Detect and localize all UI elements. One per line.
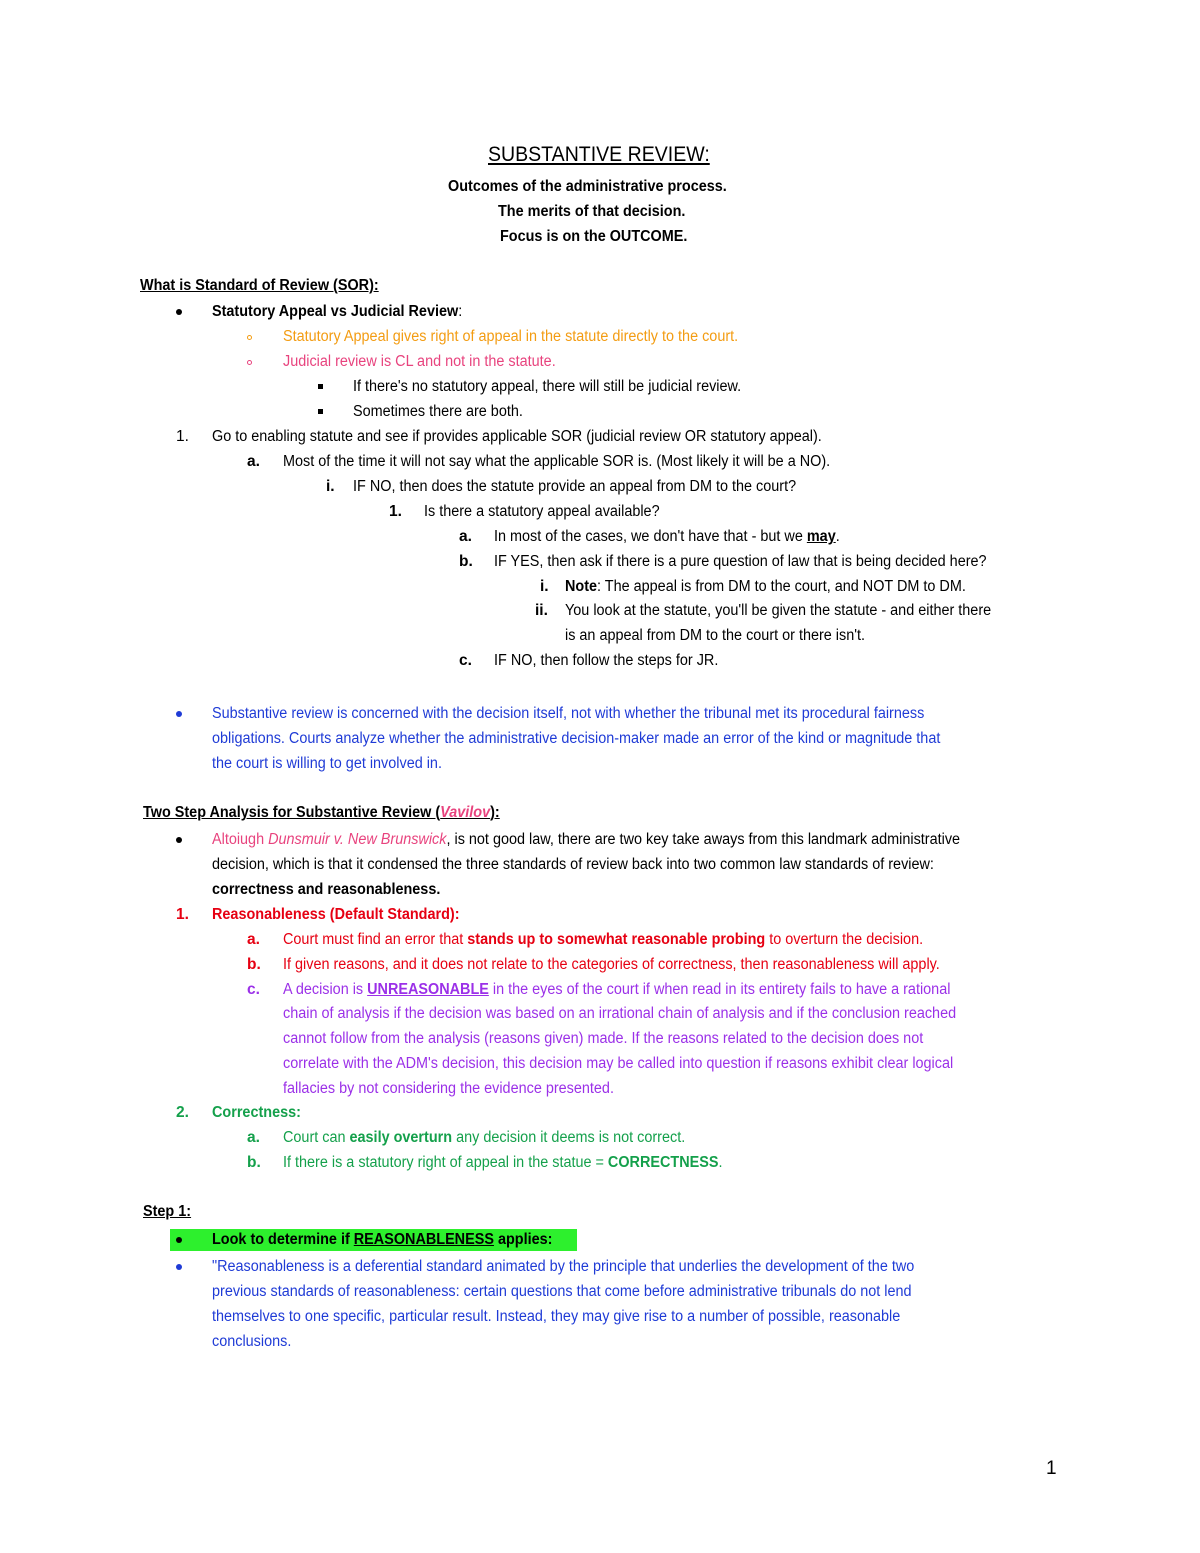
- item-most-cases: In most of the cases, we don't have that - but we may.: [494, 528, 840, 545]
- square-bullet-icon: [318, 384, 323, 389]
- dunsmuir-line-1: Altoiugh Dunsmuir v. New Brunswick, is not good law, there are two key take aways from this landmark administrative: [212, 831, 961, 848]
- item-if-no-appeal: IF NO, then does the statute provide an appeal from DM to the court?: [353, 478, 797, 495]
- section-heading-step-1: Step 1:: [143, 1203, 192, 1220]
- bullet-dot-icon: [176, 309, 182, 315]
- square-item-both: Sometimes there are both.: [353, 403, 523, 420]
- list-marker: b.: [247, 1154, 261, 1171]
- list-marker: 2.: [176, 1104, 189, 1121]
- list-marker: a.: [247, 453, 260, 470]
- list-marker: a.: [247, 931, 260, 948]
- list-marker: a.: [247, 1129, 260, 1146]
- dunsmuir-line-3: correctness and reasonableness.: [212, 881, 441, 898]
- list-marker: c.: [247, 981, 260, 998]
- item-look-at-statute-1: You look at the statute, you'll be given the statute - and either there: [565, 602, 992, 619]
- list-marker: 1.: [176, 428, 189, 445]
- blue-paragraph-line-2: obligations. Courts analyze whether the administrative decision-maker made an error of the kind or magnitude that: [212, 730, 941, 747]
- list-marker: i.: [326, 478, 335, 495]
- list-marker: b.: [247, 956, 261, 973]
- step-enabling-statute: Go to enabling statute and see if provides applicable SOR (judicial review OR statutory appeal).: [212, 428, 822, 445]
- list-marker: c.: [459, 652, 472, 669]
- list-marker: 1.: [389, 503, 402, 520]
- bullet-statutory-vs-judicial: Statutory Appeal vs Judicial Review:: [212, 303, 463, 320]
- quote-line-4: conclusions.: [212, 1333, 292, 1350]
- list-marker: i.: [540, 578, 549, 595]
- reasonableness-item-c-line-2: chain of analysis if the decision was based on an irrational chain of analysis and if the conclusion reached: [283, 1005, 957, 1022]
- section-heading-sor: What is Standard of Review (SOR):: [140, 277, 379, 294]
- bullet-dot-icon: [176, 711, 182, 717]
- page-number: 1: [1046, 1458, 1057, 1479]
- item-if-no-jr: IF NO, then follow the steps for JR.: [494, 652, 719, 669]
- quote-line-2: previous standards of reasonableness: certain questions that come before administrative tribunals do not lend: [212, 1283, 912, 1300]
- reasonableness-item-c-line-1: A decision is UNREASONABLE in the eyes of the court if when read in its entirety fails to have a rational: [283, 981, 951, 998]
- reasonableness-item-b: If given reasons, and it does not relate to the categories of correctness, then reasonableness will apply.: [283, 956, 940, 973]
- sub-bullet-ring-icon: [247, 335, 252, 340]
- correctness-item-a: Court can easily overturn any decision it deems is not correct.: [283, 1129, 686, 1146]
- sub-bullet-ring-icon: [247, 360, 252, 365]
- dunsmuir-line-2: decision, which is that it condensed the three standards of review back into two common law standards of review:: [212, 856, 934, 873]
- list-marker: b.: [459, 553, 473, 570]
- square-item-no-statutory-appeal: If there's no statutory appeal, there will still be judicial review.: [353, 378, 742, 395]
- reasonableness-item-c-line-4: correlate with the ADM's decision, this decision may be called into question if reasons exhibit clear logical: [283, 1055, 954, 1072]
- subtitle-line-1: Outcomes of the administrative process.: [448, 178, 727, 195]
- sub-bullet-statutory-appeal: Statutory Appeal gives right of appeal in the statute directly to the court.: [283, 328, 739, 345]
- reasonableness-heading: Reasonableness (Default Standard):: [212, 906, 460, 923]
- reasonableness-item-a: Court must find an error that stands up to somewhat reasonable probing to overturn the decision.: [283, 931, 924, 948]
- reasonableness-item-c-line-5: fallacies by not considering the evidence presented.: [283, 1080, 614, 1097]
- item-statutory-appeal-available: Is there a statutory appeal available?: [424, 503, 660, 520]
- list-marker: ii.: [535, 602, 548, 619]
- item-most-of-time: Most of the time it will not say what the applicable SOR is. (Most likely it will be a NO).: [283, 453, 831, 470]
- list-marker: 1.: [176, 906, 189, 923]
- square-bullet-icon: [318, 409, 323, 414]
- correctness-heading: Correctness:: [212, 1104, 301, 1121]
- bullet-dot-icon: [176, 837, 182, 843]
- list-marker: a.: [459, 528, 472, 545]
- subtitle-line-2: The merits of that decision.: [498, 203, 686, 220]
- item-look-at-statute-2: is an appeal from DM to the court or there isn't.: [565, 627, 866, 644]
- blue-paragraph-line-1: Substantive review is concerned with the decision itself, not with whether the tribunal met its procedural fairness: [212, 705, 925, 722]
- quote-line-1: "Reasonableness is a deferential standard animated by the principle that underlies the development of the two: [212, 1258, 915, 1275]
- subtitle-line-3: Focus is on the OUTCOME.: [500, 228, 688, 245]
- quote-line-3: themselves to one specific, particular result. Instead, they may give rise to a number of possible, reasonable: [212, 1308, 901, 1325]
- page-title: SUBSTANTIVE REVIEW:: [488, 143, 710, 166]
- highlighted-reasonableness-applies: Look to determine if REASONABLENESS applies:: [212, 1231, 553, 1248]
- item-note: Note: The appeal is from DM to the court, and NOT DM to DM.: [565, 578, 966, 595]
- blue-paragraph-line-3: the court is willing to get involved in.: [212, 755, 442, 772]
- bullet-dot-icon: [176, 1264, 182, 1270]
- reasonableness-item-c-line-3: cannot follow from the analysis (reasons given) made. If the reasons related to the decision does not: [283, 1030, 924, 1047]
- correctness-item-b: If there is a statutory right of appeal in the statue = CORRECTNESS.: [283, 1154, 723, 1171]
- sub-bullet-judicial-review: Judicial review is CL and not in the statute.: [283, 353, 556, 370]
- bullet-dot-icon: [176, 1237, 182, 1243]
- section-heading-two-step: Two Step Analysis for Substantive Review (Vavilov):: [143, 804, 500, 821]
- item-if-yes: IF YES, then ask if there is a pure question of law that is being decided here?: [494, 553, 987, 570]
